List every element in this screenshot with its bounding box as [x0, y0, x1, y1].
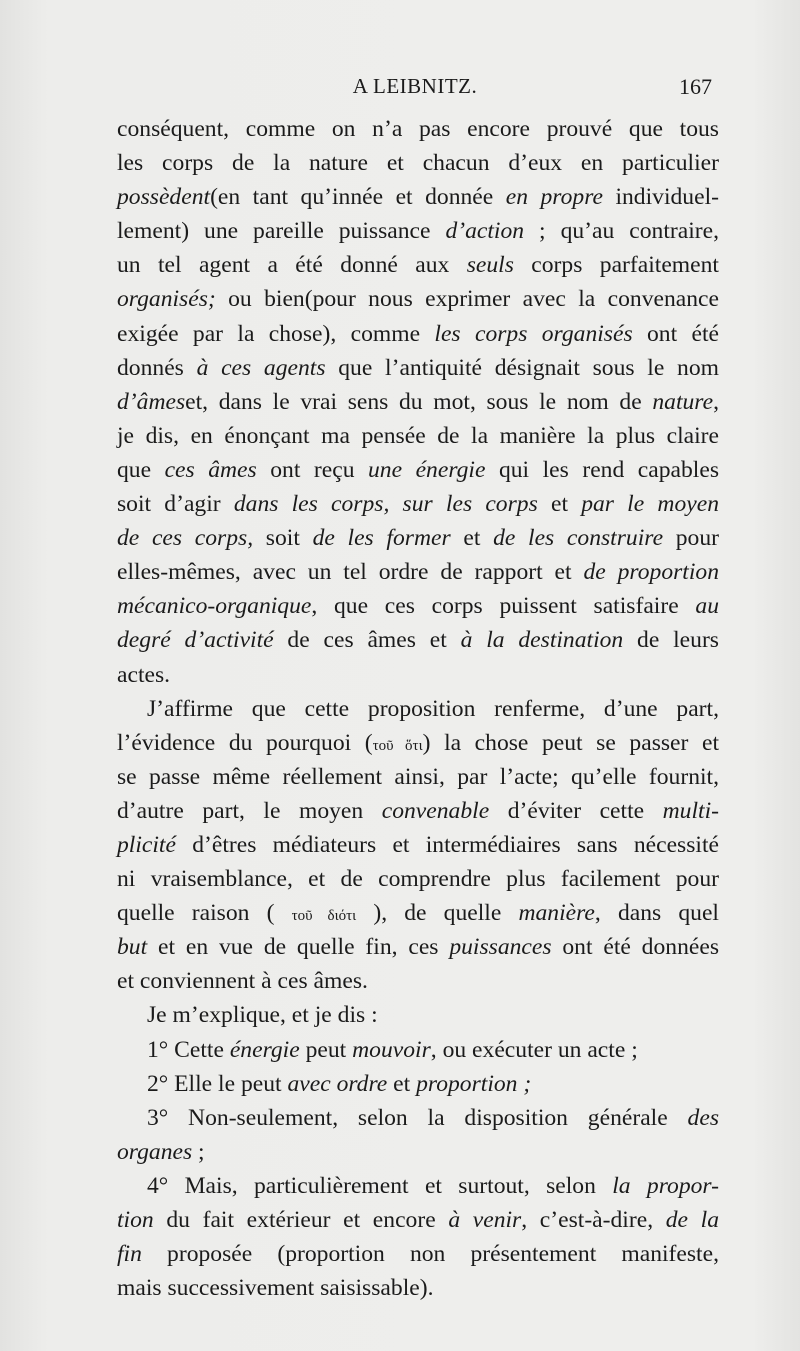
- text-line: J’affirme que cette proposition renferme, d’une part,: [147, 695, 719, 722]
- text-line: possèdent(en tant qu’innée et donnée en propre individuel-: [117, 184, 719, 211]
- text-line: d’autre part, le moyen convenable d’éviter cette multi-: [117, 797, 719, 824]
- text-line: degré d’activité de ces âmes et à la destination de leurs: [117, 627, 719, 654]
- text-line: conséquent, comme on n’a pas encore prouvé que tous: [117, 116, 719, 142]
- text-line: lement) une pareille puissance d’action ; qu’au contraire,: [117, 218, 719, 245]
- text-line: mécanico-organique, que ces corps puissent satisfaire au: [117, 593, 719, 620]
- text-line: organes ;: [117, 1138, 205, 1165]
- text-line: un tel agent a été donné aux seuls corps parfaitement: [117, 252, 719, 279]
- text-line: les corps de la nature et chacun d’eux en particulier: [117, 150, 719, 177]
- text-line: Je m’explique, et je dis :: [147, 1002, 378, 1029]
- text-line: quelle raison ( τοῦ διότι ), de quelle manière, dans quel: [117, 900, 719, 927]
- text-line: je dis, en énonçant ma pensée de la manière la plus claire: [117, 422, 719, 449]
- text-line: 3° Non-seulement, selon la disposition générale des: [147, 1104, 719, 1131]
- running-title: A LEIBNITZ.: [352, 74, 478, 98]
- text-line: organisés; ou bien(pour nous exprimer avec la convenance: [117, 286, 719, 313]
- text-line: et conviennent à ces âmes.: [117, 968, 368, 995]
- text-line: de ces corps, soit de les former et de les construire pour: [117, 525, 719, 552]
- text-line: donnés à ces agents que l’antiquité désignait sous le nom: [117, 354, 719, 381]
- text-line: mais successivement saisissable).: [117, 1275, 434, 1302]
- text-line: se passe même réellement ainsi, par l’acte; qu’elle fournit,: [117, 763, 719, 790]
- text-line: 2° Elle le peut avec ordre et proportion ;: [147, 1070, 532, 1097]
- text-line: but et en vue de quelle fin, ces puissances ont été données: [117, 934, 719, 961]
- text-line: ni vraisemblance, et de comprendre plus facilement pour: [117, 866, 719, 893]
- text-line: que ces âmes ont reçu une énergie qui les rend capables: [117, 456, 719, 483]
- body-text: [117, 112, 719, 1305]
- text-line: 1° Cette énergie peut mouvoir, ou exécuter un acte ;: [147, 1036, 638, 1063]
- text-line: 4° Mais, particulièrement et surtout, selon la propor-: [147, 1172, 719, 1199]
- text-line: plicité d’êtres médiateurs et intermédiaires sans nécessité: [117, 831, 719, 858]
- text-line: fin proposée (proportion non présentement manifeste,: [117, 1241, 719, 1268]
- text-line: tion du fait extérieur et encore à venir, c’est-à-dire, de la: [117, 1207, 719, 1233]
- text-line: l’évidence du pourquoi (τοῦ ὅτι) la chose peut se passer et: [117, 729, 719, 756]
- running-head: [118, 70, 712, 104]
- text-line: elles-mêmes, avec un tel ordre de rapport et de proportion: [117, 559, 719, 586]
- page-number: 167: [679, 74, 712, 99]
- text-line: d’âmeset, dans le vrai sens du mot, sous le nom de nature,: [117, 388, 719, 415]
- text-line: actes.: [117, 661, 171, 688]
- text-line: exigée par la chose), comme les corps organisés ont été: [117, 320, 719, 347]
- text-line: soit d’agir dans les corps, sur les corps et par le moyen: [117, 491, 719, 518]
